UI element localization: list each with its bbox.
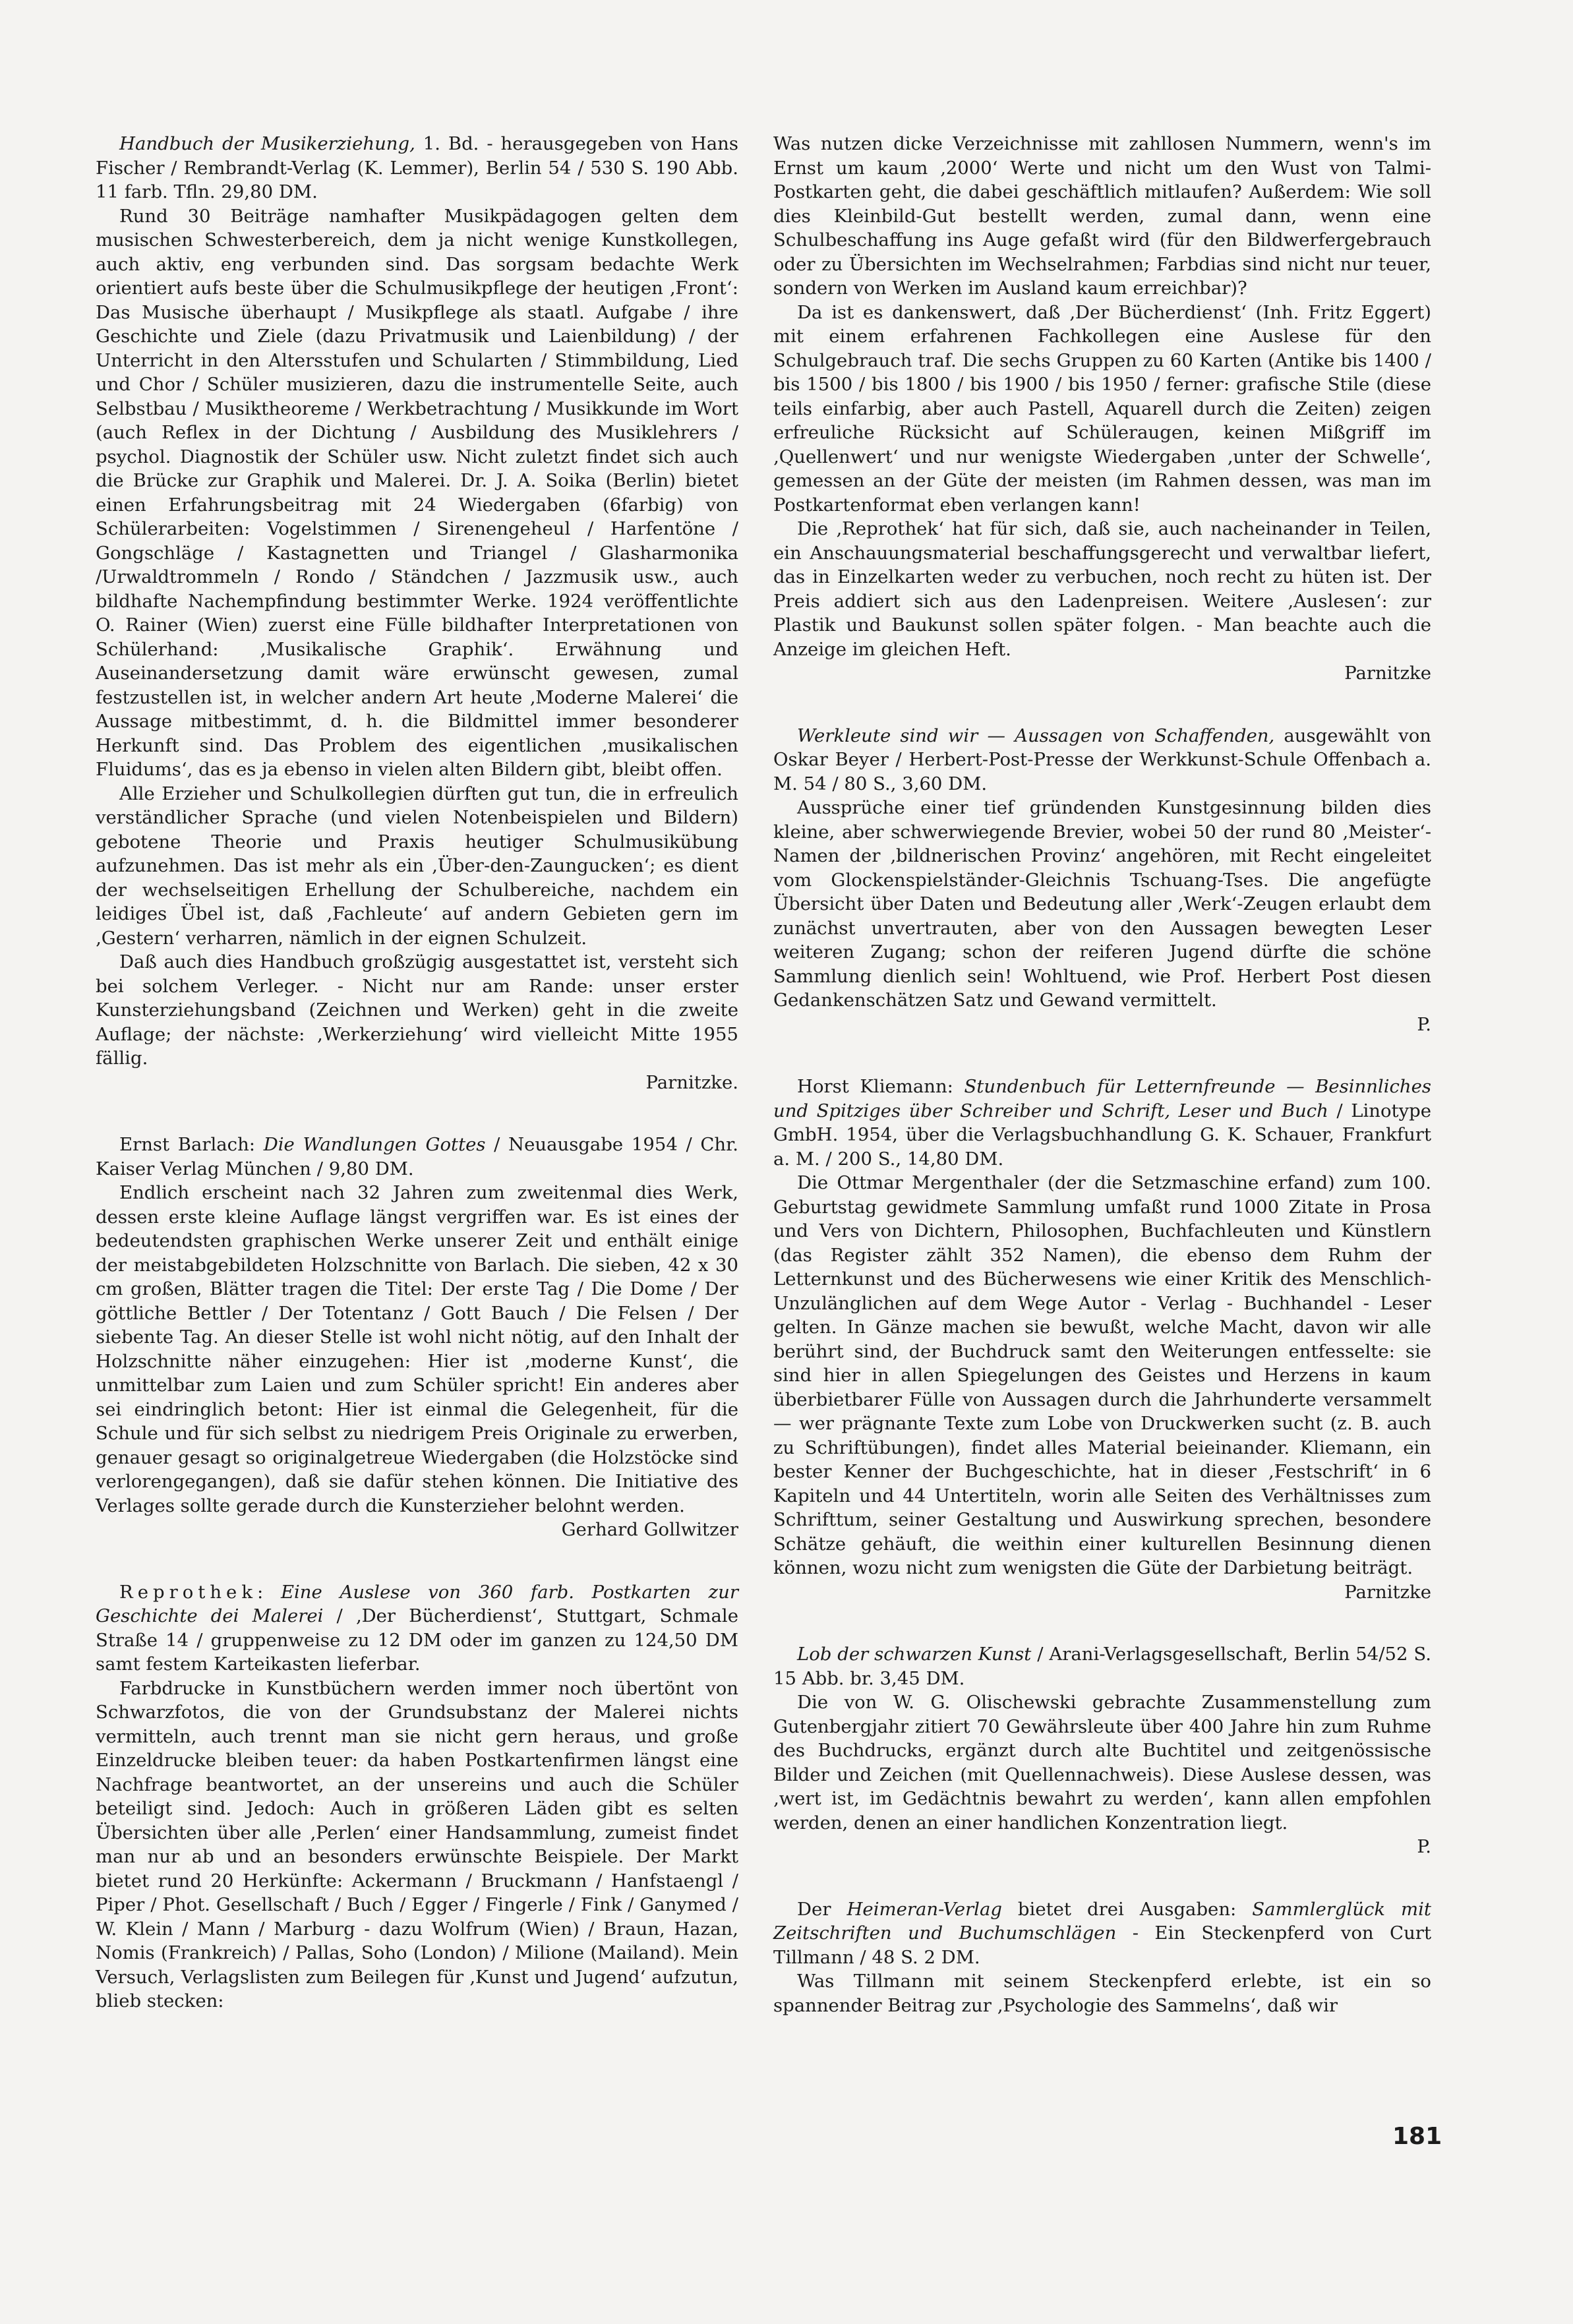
heading-segment: / Arani-Verlagsgesellschaft, Berlin 54/52 S. 15 Abb. br. 3,45 DM. — [773, 1644, 1432, 1689]
review-paragraph: Endlich erscheint nach 32 Jahren zum zweitenmal dies Werk, dessen erste kleine Auflage längst vergriffen war. Es ist eines der bedeutendsten graphischen Werke unserer Zeit und enthält einige der meistabgebildeten Holzschnitte von Barlach. Die sieben, 42 x 30 cm großen, Blätter tragen die Titel: Der erste Tag / Die Dome / Der göttliche Bettler / Der Totentanz / Gott Bauch / Die Felsen / Der siebente Tag. An dieser Stelle ist wohl nicht nötig, auf den Inhalt der Holzschnitte näher einzugehen: Hier ist ‚moderne Kunst‘, die unmittelbar zum Laien und zum Schüler spricht! Ein anderes aber sei eindringlich betont: Hier ist einmal die Gelegenheit, für die Schule und für sich selbst zu niedrigem Preis Originale zu erwerben, genauer gesagt so originalgetreue Wiedergaben (die Holzstöcke sind verlorengegangen), daß sie dafür stehen können. Die Initiative des Verlages sollte gerade durch die Kunsterzieher belohnt werden. — [96, 1182, 738, 1516]
review-signature: Parnitzke — [1344, 1581, 1431, 1603]
heading-segment: : — [257, 1581, 281, 1603]
heading-segment: Die Wandlungen Gottes — [263, 1134, 486, 1155]
heading-segment: 1. Bd. - herausgegeben von Hans Fischer / Rembrandt-Verlag (K. Lemmer), Berlin 54 / 530 S. 190 Abb. 11 farb. Tfln. 29,80 DM. — [96, 133, 739, 202]
review-paragraph: Die ‚Reprothek‘ hat für sich, daß sie, auch nacheinander in Teilen, ein Anschauungsmaterial beschaffungsgerecht und verwaltbar liefert, das in Einzelkarten weder zu verbuchen, noch recht zu hüten ist. Der Preis addiert sich aus den Ladenpreisen. Weitere ‚Auslesen‘: zur Plastik und Baukunst sollen später folgen. - Man beachte auch die Anzeige im gleichen Heft. — [773, 518, 1431, 660]
heading-segment: bietet drei Ausgaben: — [1001, 1898, 1253, 1920]
review-heading — [96, 1580, 738, 1677]
review-paragraph: Was Tillmann mit seinem Steckenpferd erlebte, ist ein so spannender Beitrag zur ‚Psychologie des Sammelns‘, daß wir — [773, 1971, 1431, 2016]
review-paragraph: Daß auch dies Handbuch großzügig ausgestattet ist, versteht sich bei solchem Verleger. - Nicht nur am Rande: unser erster Kunsterziehungsband (Zeichnen und Werken) geht in die zweite Auflage; der nächste: ‚Werkerziehung‘ wird vielleicht Mitte 1955 fällig. — [96, 951, 738, 1069]
review-signature: Parnitzke — [1344, 663, 1431, 684]
heading-segment: Lob der schwarzen Kunst — [797, 1644, 1032, 1665]
heading-segment: - Ein Steckenpferd von Curt Tillmann / 48 S. 2 DM. — [773, 1922, 1431, 1968]
review-signature: P. — [1417, 1013, 1431, 1035]
review-entry — [773, 1897, 1431, 2018]
heading-segment: Eine Auslese von 360 farb. Postkarten zur Geschichte dei Malerei — [96, 1581, 738, 1626]
review-heading — [96, 1133, 738, 1181]
review-paragraph: Da ist es dankenswert, daß ‚Der Bücherdienst‘ (Inh. Fritz Eggert) mit einem erfahrenen Fachkollegen eine Auslese für den Schulgebrauch traf. Die sechs Gruppen zu 60 Karten (Antike bis 1400 / bis 1500 / bis 1800 / bis 1900 / bis 1950 / ferner: grafische Stile (diese teils einfarbig, aber auch Pastell, Aquarell durch die Zeiten) zeigen erfreuliche Rücksicht auf Schüleraugen, keinen Mißgriff im ‚Quellenwert‘ und nur wenigste Wiedergaben ‚unter der Schwelle‘, gemessen an der Güte der meisten (im Rahmen dessen, was man im Postkartenformat eben verlangen kann! — [773, 301, 1431, 516]
review-entry — [96, 1133, 738, 1542]
review-entry — [96, 1580, 738, 2013]
review-heading — [773, 1897, 1431, 1970]
heading-segment: Horst Kliemann: — [797, 1076, 965, 1097]
heading-segment: ausgewählt von Oskar Beyer / Herbert-Post-Presse der Werkkunst-Schule Offenbach a. M. 54 / 80 S., 3,60 DM. — [773, 725, 1431, 794]
review-entry — [96, 132, 738, 1094]
review-entry — [773, 1642, 1431, 1859]
review-heading — [96, 132, 738, 204]
heading-segment: Stundenbuch für Letternfreunde — Besinnliches und Spitziges über Schreiber und Schrift, Leser und Buch — [773, 1076, 1431, 1121]
review-signature: Parnitzke. — [645, 1071, 738, 1093]
right-column — [773, 132, 1431, 2056]
heading-segment: Heimeran-Verlag — [846, 1898, 1002, 1920]
heading-segment: Handbuch der Musikerziehung, — [119, 133, 415, 154]
heading-segment: / Linotype GmbH. 1954, über die Verlagsbuchhandlung G. K. Schauer, Frankfurt a. M. / 200 S., 14,80 DM. — [773, 1100, 1431, 1170]
review-entry — [773, 724, 1431, 1037]
review-paragraph: Die von W. G. Olischewski gebrachte Zusammenstellung zum Gutenbergjahr zitiert 70 Gewährsleute über 400 Jahre hin zum Ruhme des Buchdrucks, ergänzt durch alte Buchtitel und zeitgenössische Bilder und Zeichen (mit Quellennachweis). Diese Auslese dessen, was ‚wert ist, im Gedächtnis bewahrt zu werden‘, kann allen empfohlen werden, denen an einer handlichen Konzentration liegt. — [773, 1692, 1431, 1833]
review-paragraph: Die Ottmar Mergenthaler (der die Setzmaschine erfand) zum 100. Geburtstag gewidmete Sammlung umfaßt rund 1000 Zitate in Prosa und Vers von Dichtern, Philosophen, Buchfachleuten und Künstlern (das Register zählt 352 Namen), die ebenso dem Ruhm der Letternkunst und des Bücherwesens wie einer Kritik des Menschlich-Unzulänglichen auf dem Wege Autor - Verlag - Buchhandel - Leser gelten. In Gänze machen sie bewußt, welche Macht, davon wir alle berührt sind, der Buchdruck samt den Weiterungen entfesselte: sie sind hier in allen Spiegelungen des Geistes und Herzens in kaum überbietbarer Fülle von Aussagen durch die Jahrhunderte versammelt — wer prägnante Texte zum Lobe von Druckwerken sucht (z. B. auch zu Schriftübungen), findet alles Material beieinander. Kliemann, ein bester Kenner der Buchgeschichte, hat in dieser ‚Festschrift‘ in 6 Kapiteln und 44 Untertiteln, worin alle Seiten des Verhältnisses zum Schrifttum, seiner Gestaltung und Auswirkung sprechen, besondere Schätze gehäuft, die weithin einer kulturellen Besinnung dienen können, wozu nicht zum wenigsten die Güte der Darbietung beiträgt. — [773, 1172, 1431, 1578]
review-signature: Gerhard Gollwitzer — [561, 1519, 738, 1540]
review-signature: P. — [1417, 1836, 1431, 1857]
heading-segment: Ernst Barlach: — [119, 1134, 264, 1155]
heading-segment: Werkleute sind wir — Aussagen von Schaffenden, — [797, 725, 1275, 746]
heading-segment: Der — [797, 1898, 847, 1920]
review-entry — [773, 1075, 1431, 1604]
heading-segment: / ‚Der Bücherdienst‘, Stuttgart, Schmale Straße 14 / gruppenweise zu 12 DM oder im ganzen zu 124,50 DM samt festem Karteikasten lieferbar. — [96, 1605, 738, 1675]
review-paragraph: Farbdrucke in Kunstbüchern werden immer noch übertönt von Schwarzfotos, die von der Grundsubstanz der Malerei nichts vermitteln, auch trennt man sie nicht gern heraus, und große Einzeldrucke bleiben teuer: da haben Postkartenfirmen längst eine Nachfrage beantwortet, an der unsereins und auch die Schüler beteiligt sind. Jedoch: Auch in größeren Läden gibt es selten Übersichten über alle ‚Perlen‘ einer Handsammlung, zumeist findet man nur ab und an besonders erwünschte Beispiele. Der Markt bietet rund 20 Herkünfte: Ackermann / Bruckmann / Hanfstaengl / Piper / Phot. Gesellschaft / Buch / Egger / Fingerle / Fink / Ganymed / W. Klein / Mann / Marburg - dazu Wolfrum (Wien) / Braun, Hazan, Nomis (Frankreich) / Pallas, Soho (London) / Milione (Mailand). Mein Versuch, Verlagslisten zum Beilegen für ‚Kunst und Jugend‘ aufzutun, blieb stecken: — [96, 1677, 738, 2011]
review-paragraph: Rund 30 Beiträge namhafter Musikpädagogen gelten dem musischen Schwesterbereich, dem ja nicht wenige Kunstkollegen, auch aktiv, eng verbunden sind. Das sorgsam bedachte Werk orientiert aufs beste über die Schulmusikpflege der heutigen ‚Front‘: Das Musische überhaupt / Musikpflege als staatl. Aufgabe / ihre Geschichte und Ziele (dazu Privatmusik und Laienbildung) / der Unterricht in den Altersstufen und Schularten / Stimmbildung, Lied und Chor / Schüler musizieren, dazu die instrumentelle Seite, auch Selbstbau / Musiktheoreme / Werkbetrachtung / Musikkunde im Wort (auch Reflex in der Dichtung / Ausbildung des Musiklehrers / psychol. Diagnostik der Schüler usw. Nicht zuletzt findet sich auch die Brücke zur Graphik und Malerei. Dr. J. A. Soika (Berlin) bietet einen Erfahrungsbeitrag mit 24 Wiedergaben (6farbig) von Schülerarbeiten: Vogelstimmen / Sirenengeheul / Harfentöne / Gongschläge / Kastagnetten und Triangel / Glasharmonika /Urwaldtrommeln / Rondo / Ständchen / Jazzmusik usw., auch bildhafte Nachempfindung bestimmter Werke. 1924 veröffentlichte O. Rainer (Wien) zuerst eine Fülle bildhafter Interpretationen von Schülerhand: ‚Musikalische Graphik‘. Erwähnung und Auseinandersetzung damit wäre erwünscht gewesen, zumal festzustellen ist, in welcher andern Art heute ‚Moderne Malerei‘ die Aussage mitbestimmt, d. h. die Bildmittel immer besonderer Herkunft sind. Das Problem des eigentlichen ‚musikalischen Fluidums‘, das es ja ebenso in vielen alten Bildern gibt, bleibt offen. — [96, 205, 738, 780]
heading-segment: / Neuausgabe 1954 / Chr. Kaiser Verlag München / 9,80 DM. — [96, 1134, 738, 1179]
review-heading — [773, 724, 1431, 796]
heading-segment: Reprothek — [119, 1581, 257, 1603]
review-entry — [773, 132, 1431, 686]
left-column — [96, 132, 738, 2052]
review-paragraph: Alle Erzieher und Schulkollegien dürften gut tun, die in erfreulich verständlicher Sprache (und vielen Notenbeispielen und Bildern) gebotene Theorie und Praxis heutiger Schulmusikübung aufzunehmen. Das ist mehr als ein ‚Über-den-Zaungucken‘; es dient der wechselseitigen Erhellung der Schulbereiche, nachdem ein leidiges Übel ist, daß ‚Fachleute‘ auf andern Gebieten gern im ‚Gestern‘ verharren, nämlich in der eignen Schulzeit. — [96, 783, 738, 949]
page-number: 181 — [1392, 2123, 1442, 2150]
review-heading — [773, 1642, 1431, 1690]
review-paragraph: Aussprüche einer tief gründenden Kunstgesinnung bilden dies kleine, aber schwerwiegende Brevier, wobei 50 der rund 80 ‚Meister‘-Namen der ‚bildnerischen Provinz‘ angehören, mit Recht eingeleitet vom Glockenspielständer-Gleichnis Tschuang-Tses. Die angefügte Übersicht über Daten und Bedeutung aller ‚Werk‘-Zeugen erlaubt dem zunächst unvertrauten, aber von den Aussagen bewegten Leser weiteren Zugang; schon der reiferen Jugend dürfte die schöne Sammlung dienlich sein! Wohltuend, wie Prof. Herbert Post diesen Gedankenschätzen Satz und Gewand vermittelt. — [773, 797, 1431, 1011]
heading-segment: Sammlerglück mit Zeitschriften und Buchumschlägen — [773, 1898, 1431, 1944]
review-heading — [773, 1075, 1431, 1171]
continued-paragraph: Was nutzen dicke Verzeichnisse mit zahllosen Nummern, wenn's im Ernst um kaum ‚2000‘ Werte und nicht um den Wust von Talmi-Postkarten geht, die dabei geschäftlich mitlaufen? Außerdem: Wie soll dies Kleinbild-Gut bestellt werden, zumal dann, wenn eine Schulbeschaffung ins Auge gefaßt wird (für den Bildwerfergebrauch oder zu Übersichten im Wechselrahmen; Farbdias sind nicht nur teuer, sondern von Werken im Ausland kaum erreichbar)? — [773, 133, 1431, 299]
